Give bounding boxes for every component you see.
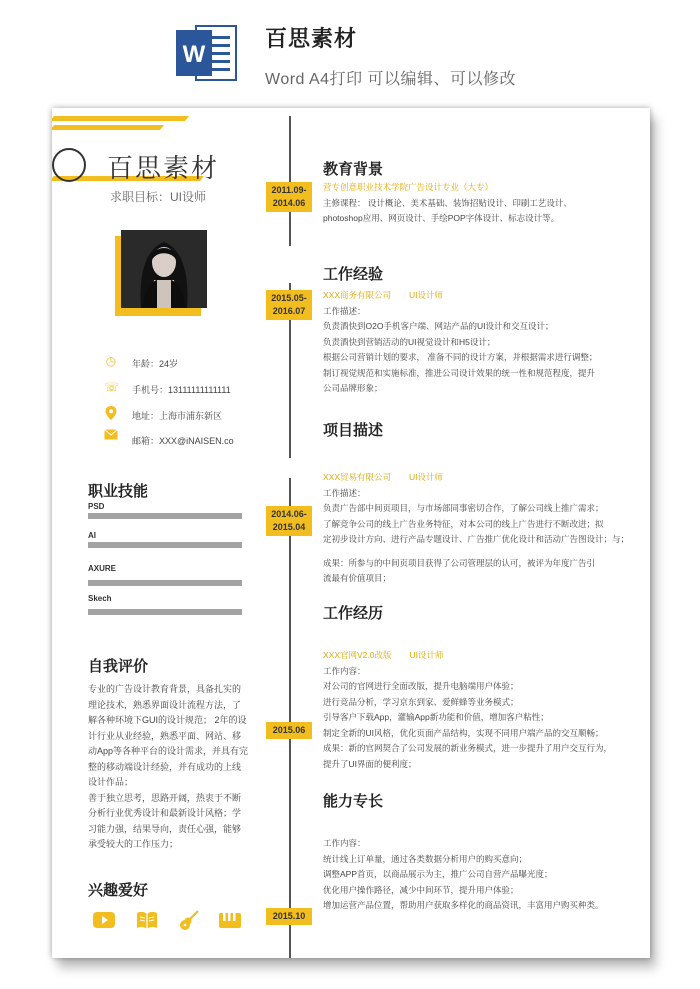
decor-circle <box>52 148 86 182</box>
decor-stripe <box>52 125 164 130</box>
date-badge <box>266 722 312 739</box>
project-line: 定初步设计方向、进行产品专题设计、广告推广优化设计和活动广告图设计；与； <box>323 534 630 544</box>
company-name: XXX商务有限公司 <box>323 290 392 300</box>
self-eval-line: 习能力强，结果导向，责任心强，能够 <box>88 823 242 834</box>
job-objective: 求职目标：UI设师 <box>110 190 207 204</box>
company-name: XXX贸易有限公司 <box>323 472 392 482</box>
self-eval-line: 分析行业优秀设计和最新设计风格；学 <box>88 808 242 818</box>
timeline-line <box>289 116 291 246</box>
word-icon-letter: W <box>182 41 206 68</box>
project-body <box>323 470 643 587</box>
work-line: 制订视觉规范和实施标准，推进公司设计效果的统一性和规范程度，提升 <box>323 367 596 378</box>
work-history-title: 工作经历 <box>323 605 384 622</box>
date-end: 2015.04 <box>272 522 306 532</box>
school-name: 营专创意职业技术学院广告设计专业（大专） <box>323 182 494 192</box>
skills-title: 职业技能 <box>88 483 149 500</box>
company-line <box>323 288 643 304</box>
project-line: 负责广告部中间页项目，与市场部同事密切合作，了解公司线上推广需求； <box>323 503 604 513</box>
date-badge <box>266 290 312 320</box>
skill-name: AI <box>88 531 96 540</box>
work-history-line: 提升了UI界面的便利度； <box>323 758 417 769</box>
work-history-line: 对公司的官网进行全面改版，提升电脑端用户体验； <box>323 681 519 691</box>
skill-bar <box>88 609 242 615</box>
work-body <box>323 288 643 397</box>
book-icon <box>135 908 159 932</box>
ability-line: 工作内容： <box>323 838 366 848</box>
self-eval-line: 计行业从业经验，熟悉平面、网站、移 <box>88 730 242 741</box>
banner-title: 百思素材 <box>265 26 358 51</box>
date-badge <box>266 908 312 925</box>
skill-name: PSD <box>88 502 105 511</box>
self-eval-line: 善于独立思考，思路开阔，热衷于不断 <box>88 792 242 803</box>
project-result-line: 成果：所参与的中间页项目获得了公司管理层的认可，被评为年度广告引 <box>323 557 596 568</box>
work-line: 工作描述： <box>323 305 366 316</box>
mail-icon <box>104 429 118 443</box>
education-body <box>323 180 643 227</box>
date-single: 2015.06 <box>272 725 306 735</box>
ability-title: 能力专长 <box>323 793 384 810</box>
skill-bar <box>88 542 242 548</box>
work-history-line: 引导客户下载App，灌输App新功能和价值，增加客户粘性； <box>323 712 549 722</box>
work-title: 工作经验 <box>323 266 384 283</box>
ability-line: 增加运营产品位置，帮助用户获取多样化的商品资讯，丰富用户购买种类。 <box>323 900 604 910</box>
profile-photo <box>121 230 207 308</box>
banner-subtitle: Word A4打印 可以编辑、可以修改 <box>265 71 517 88</box>
decor-stripe <box>52 116 189 121</box>
self-eval-title: 自我评价 <box>88 658 149 675</box>
info-email: 邮箱：XXX@iNAISEN.co <box>132 436 234 446</box>
hobbies-title: 兴趣爱好 <box>88 882 149 899</box>
info-address: 地址：上海市浦东新区 <box>132 411 223 421</box>
date-badge <box>266 506 312 536</box>
date-start: 2015.05- <box>271 293 307 303</box>
job-role: UI设计师 <box>409 650 444 660</box>
skill-name: Skech <box>88 594 112 603</box>
clock-icon: ◷ <box>105 354 117 368</box>
guitar-icon <box>177 908 201 932</box>
ability-line: 优化用户操作路径，减少中间环节，提升用户体验； <box>323 884 519 895</box>
work-history-body <box>323 648 643 772</box>
work-history-line: 成果：新的官网契合了公司发展的新业务模式，进一步提升了用户交互行为， <box>323 743 613 753</box>
date-single: 2015.10 <box>272 911 306 921</box>
self-eval-line: 设计作品； <box>88 777 134 787</box>
date-start: 2011.09- <box>271 185 307 195</box>
phone-icon: ☏ <box>104 380 120 394</box>
education-title: 教育背景 <box>323 161 384 178</box>
education-line: 主修课程： 设计概论、美术基础、装饰招贴设计、印刷工艺设计、 <box>323 197 572 208</box>
skill-bar <box>88 580 242 586</box>
work-line: 公司品牌形象； <box>323 383 383 393</box>
info-age: 年龄：24岁 <box>132 359 179 369</box>
company-line <box>323 648 643 664</box>
self-eval-line: 承受较大的工作压力； <box>88 839 179 849</box>
job-role: UI设计师 <box>409 472 444 482</box>
candidate-name: 百思素材 <box>107 153 220 183</box>
project-title: 项目描述 <box>323 422 384 439</box>
date-end: 2014.06 <box>272 198 306 208</box>
location-pin-icon <box>104 406 118 420</box>
work-history-line: 工作内容： <box>323 665 366 676</box>
date-end: 2016.07 <box>272 306 306 316</box>
self-eval-line: 整的移动端设计经验，并有成功的上线 <box>88 761 242 772</box>
education-line: photoshop应用、网页设计、手绘POP字体设计、标志设计等。 <box>323 213 560 223</box>
company-line <box>323 470 643 486</box>
work-history-line: 制定全新的UI风格，优化页面产品结构，实现不同用户端产品的交互顺畅； <box>323 727 604 738</box>
job-role: UI设计师 <box>409 290 444 300</box>
self-eval-line: 解各种环境下GUI的设计规范； 2年的设 <box>88 715 247 725</box>
date-start: 2014.06- <box>271 509 307 519</box>
work-line: 负责酒快到营销活动的UI视觉设计和H5设计； <box>323 336 496 347</box>
work-history-line: 进行竞品分析，学习京东到家、爱鲜蜂等业务模式； <box>323 696 519 707</box>
timeline-line <box>289 798 291 958</box>
project-name: XXX官网V2.0改版 <box>323 650 392 660</box>
skill-name: AXURE <box>88 564 117 573</box>
ability-body <box>323 836 643 914</box>
self-eval-line: 理论技术，熟悉界面设计流程方法，了 <box>88 699 242 710</box>
word-icon <box>174 20 240 86</box>
ability-line: 统计线上订单量，通过各类数据分析用户的购买意向； <box>323 853 528 864</box>
date-badge <box>266 182 312 212</box>
project-result-line: 流最有价值项目； <box>323 573 392 583</box>
self-eval-text <box>88 682 248 853</box>
self-eval-line: 专业的广告设计教育背景，具备扎实的 <box>88 684 242 694</box>
video-play-icon <box>92 908 116 932</box>
piano-icon <box>218 908 242 932</box>
work-line: 根据公司营销计划的要求， 准备不同的设计方案，并根据需求进行调整； <box>323 352 598 362</box>
info-phone: 手机号：13111111111111 <box>132 385 231 395</box>
project-line: 工作描述： <box>323 487 366 498</box>
self-eval-line: 动App等各种平台的设计需求，并具有完 <box>88 746 249 756</box>
ability-line: 调整APP首页，以商品展示为主，推广公司自营产品曝光度； <box>323 869 553 879</box>
project-line: 了解竞争公司的线上广告业务特征，对本公司的线上广告进行不断改进；拟 <box>323 518 604 529</box>
work-line: 负责酒快到O2O手机客户端、网站产品的UI设计和交互设计； <box>323 321 554 331</box>
resume-page <box>52 108 650 958</box>
skill-bar <box>88 513 242 519</box>
